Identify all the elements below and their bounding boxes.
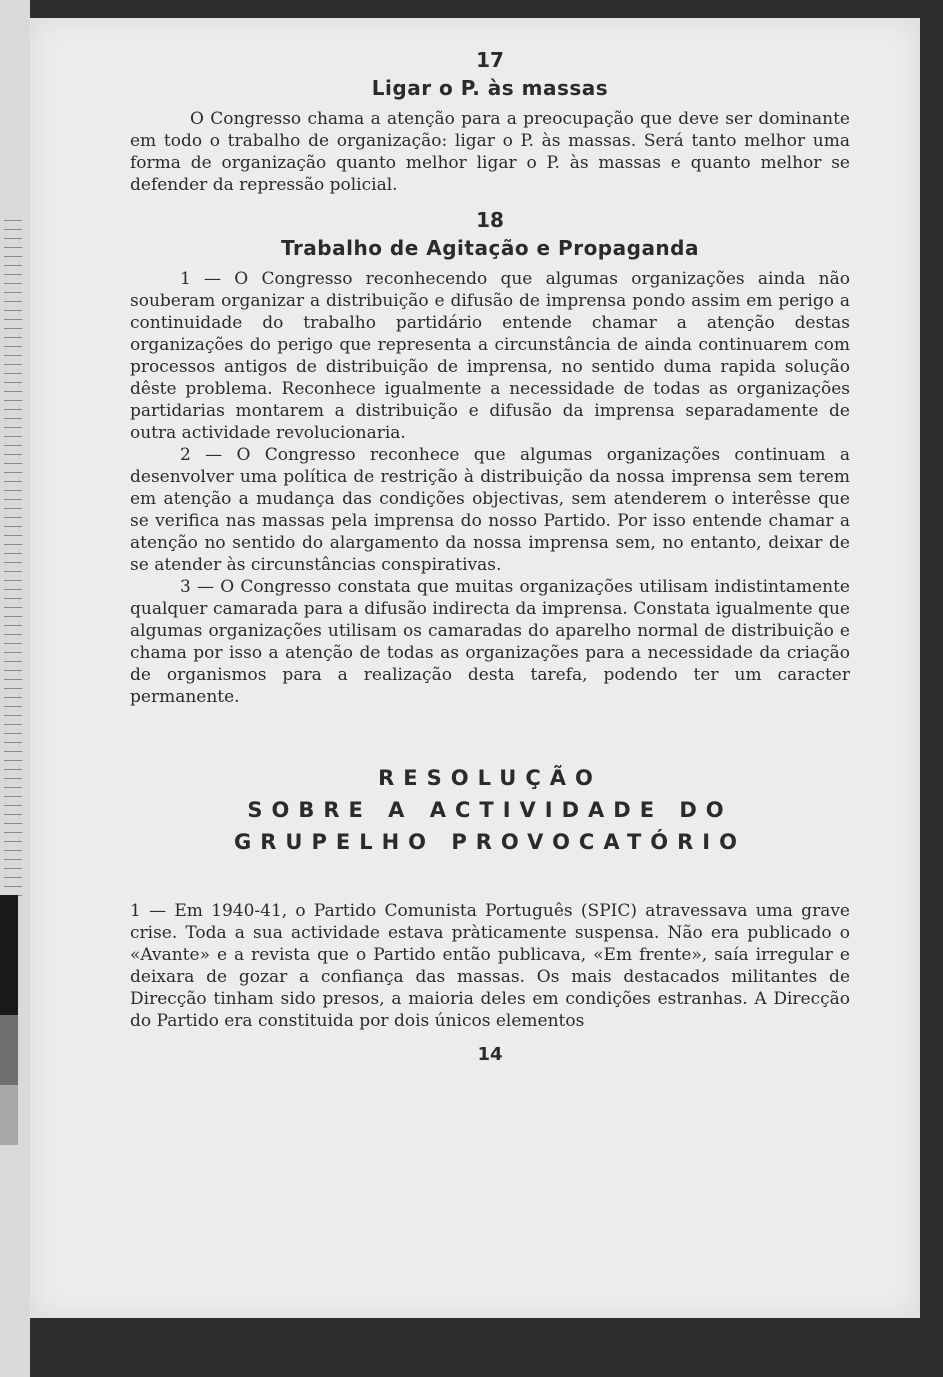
section-number-18: 18 xyxy=(476,208,504,232)
agitacao-paragraph-3: 3 — O Congresso constata que muitas organizações utilisam indistintamente qualquer camarada para a difusão indirecta da imprensa. Constata igualmente que algumas organizações utilisam os camaradas do aparelho normal de distribuição e chama por isso a atenção de todas as organizações para a necessidade da criação de organismos para a realização desta tarefa, podendo ter um caracter permanente. xyxy=(130,577,850,707)
resolution-line-2: SOBRE A ACTIVIDADE DO xyxy=(247,798,733,822)
page-content xyxy=(130,48,850,1065)
section-number-17: 17 xyxy=(476,48,504,72)
ruler-ticks xyxy=(4,220,22,900)
ruler-black-block xyxy=(0,895,18,1015)
resolution-paragraph-1: 1 — Em 1940-41, o Partido Comunista Português (SPIC) atravessava uma grave crise. Toda a sua actividade estava pràticamente suspensa. Não era publicado o «Avante» e a revista que o Partido então publicava, «Em frente», saía irregular e deixara de gozar a confiança das massas. Os mais destacados militantes de Direcção tinham sido presos, a maioria deles em condições estranhas. A Direcção do Partido era constituida por dois únicos elementos xyxy=(130,901,850,1031)
ruler-light-block xyxy=(0,1085,18,1145)
resolution-heading xyxy=(130,762,850,858)
ruler-gray-block xyxy=(0,1015,18,1085)
section-title-agitacao: Trabalho de Agitação e Propaganda xyxy=(281,236,699,260)
section-title-ligar: Ligar o P. às massas xyxy=(371,76,609,100)
agitacao-paragraph-1: 1 — O Congresso reconhecendo que algumas organizações ainda não souberam organizar a distribuição e difusão de imprensa pondo assim em perigo a continuidade do trabalho partidário entende chamar a atenção destas organizações do perigo que representa a circunstância de ainda continuarem com processos antigos de distribuição de imprensa, no sentido duma rapida solução dêste problema. Reconhece igualmente a necessidade de todas as organizações partidarias montarem a distribuição e difusão da imprensa separadamente de outra actividade revolucionaria. xyxy=(130,269,850,443)
agitacao-paragraph-2: 2 — O Congresso reconhece que algumas organizações continuam a desenvolver uma política de restrição à distribuição da nossa imprensa sem terem em atenção a mudança das condições objectivas, sem atenderem o interêsse que se verifica nas massas pela imprensa do nosso Partido. Por isso entende chamar a atenção no sentido do alargamento da nossa imprensa sem, no entanto, deixar de se atender às circunstâncias conspirativas. xyxy=(130,445,850,575)
document-page xyxy=(30,18,920,1318)
page-number-footer: 14 xyxy=(477,1044,503,1065)
section1-paragraph: O Congresso chama a atenção para a preocupação que deve ser dominante em todo o trabalho de organização: ligar o P. às massas. Será tanto melhor uma forma de organização quanto melhor ligar o P. às massas e quanto melhor se defender da repressão policial. xyxy=(130,109,850,195)
resolution-line-3: GRUPELHO PROVOCATÓRIO xyxy=(234,830,746,854)
calibration-strip xyxy=(0,0,30,1377)
resolution-line-1: RESOLUÇÃO xyxy=(378,766,602,790)
